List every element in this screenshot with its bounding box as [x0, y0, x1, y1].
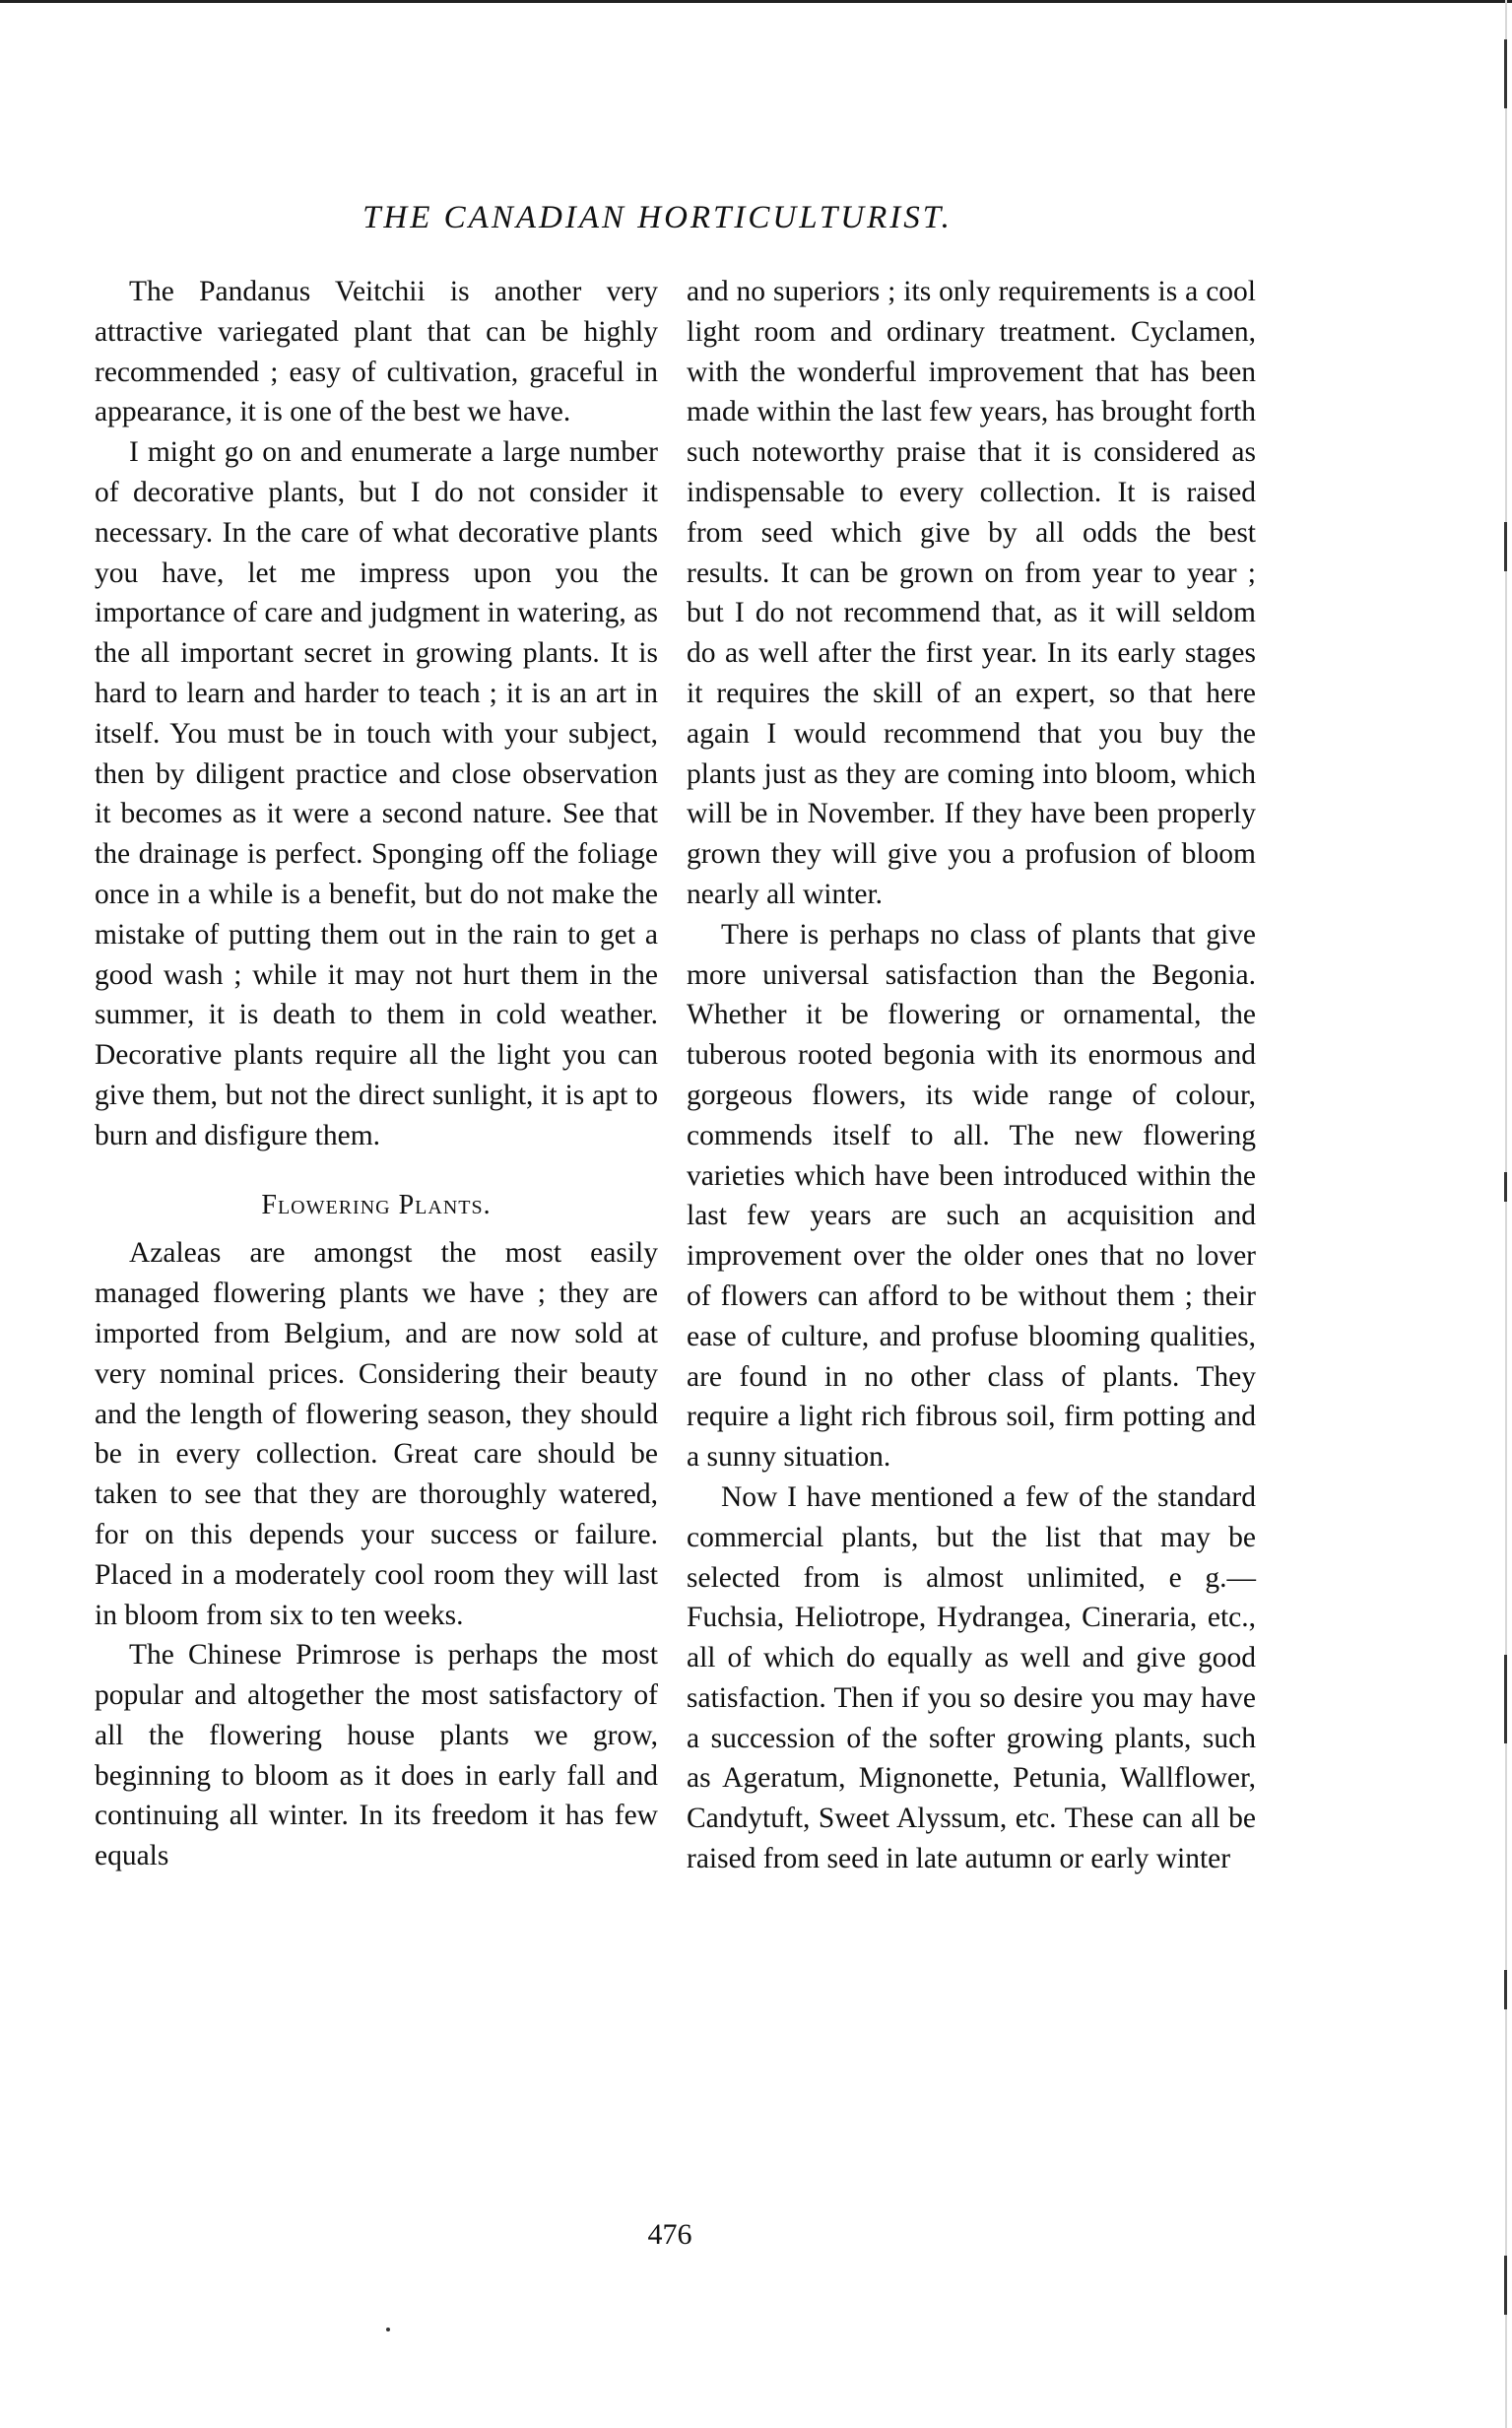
edge-mark — [1504, 1970, 1507, 2009]
top-border-rule — [0, 0, 1512, 3]
paragraph-azaleas: Azaleas are amongst the most easily managed flowering plants we have ; they are imported from Belgium, and are now sold at very nominal prices. Considering their beauty and the length of flowering season, they should be in every collection. Great care should be taken to see that they are thoroughly watered, for on this depends your success or failure. Placed in a moderately cool room they will last in bloom from six to ten weeks. — [95, 1237, 658, 1631]
running-head: THE CANADIAN HORTICULTURIST. — [362, 200, 953, 235]
edge-mark — [1504, 522, 1507, 571]
ink-speck — [386, 2328, 390, 2331]
paragraph-pandanus: The Pandanus Veitchii is another very attractive variegated plant that can be highly recommended ; easy of cultivation, graceful in appearance, it is one of the best we have. — [95, 276, 658, 428]
paragraph-begonia: There is perhaps no class of plants that give more universal satisfaction than the Begonia. Whether it be flowering or ornamental, the tuberous rooted begonia with its enormous and gorgeous flowers, its wide range of colour, commends itself to all. The new flowering varieties which have been introduced within the last few years are such an acquisition and improvement over the older ones that no lover of flowers can afford to be without them ; their ease of culture, and profuse blooming qualities, are found in no other class of plants. They require a light rich fibrous soil, firm potting and a sunny situation. — [687, 918, 1256, 1474]
edge-mark — [1504, 39, 1507, 108]
paragraph-decorative-care: I might go on and enumerate a large number of decorative plants, but I do not consider it necessary. In the care of what decorative plants you have, let me impress upon you the importance of care and judgment in watering, as the all important secret in growing plants. It is hard to learn and harder to teach ; it is an art in itself. You must be in touch with your subject, then by diligent practice and close observation it becomes as it were a second nature. See that the drainage is perfect. Sponging off the foliage once in a while is a benefit, but do not make the mistake of putting them out in the rain to get a good wash ; while it may not hurt them in the summer, it is death to them in cold weather. Decorative plants require all the light you can give them, but not the direct sunlight, it is apt to burn and disfigure them. — [95, 436, 658, 1151]
edge-mark — [1504, 2256, 1507, 2315]
paragraph-cyclamen: and no superiors ; its only requirements is a cool light room and ordinary treatment. Cyclamen, with the wonderful improvement that has been made within the last few years, has brought forth such noteworthy praise that it is considered as indispensable to every collection. It is raised from seed which give by all odds the best results. It can be grown on from year to year ; but I do not recommend that, as it will seldom do as well after the first year. In its early stages it requires the skill of an expert, so that here again I would recommend that you buy the plants just as they are coming into bloom, which will be in November. If they have been properly grown they will give you a profusion of bloom nearly all winter. — [687, 276, 1256, 910]
section-heading-flowering-plants: Flowering Plants. — [261, 1189, 492, 1220]
right-column — [687, 272, 1256, 1879]
page-number: 476 — [647, 2218, 692, 2251]
edge-mark — [1504, 1655, 1507, 1743]
page-edge-shadow — [1505, 0, 1507, 2428]
left-column — [95, 272, 658, 1876]
paragraph-commercial-plants: Now I have mentioned a few of the standard commercial plants, but the list that may be selected from is almost unlimited, e g.—Fuchsia, Heliotrope, Hydrangea, Cineraria, etc., all of which do equally as well and give good satisfaction. Then if you so desire you may have a succession of the softer growing plants, such as Ageratum, Mignonette, Petunia, Wallflower, Candytuft, Sweet Alyssum, etc. These can all be raised from seed in late autumn or early winter — [687, 1480, 1256, 1875]
edge-mark — [1504, 1172, 1507, 1202]
paragraph-chinese-primrose: The Chinese Primrose is perhaps the most popular and altogether the most satisfactory of all the flowering house plants we grow, beginning to bloom as it does in early fall and continuing all winter. In its freedom it has few equals — [95, 1639, 658, 1872]
